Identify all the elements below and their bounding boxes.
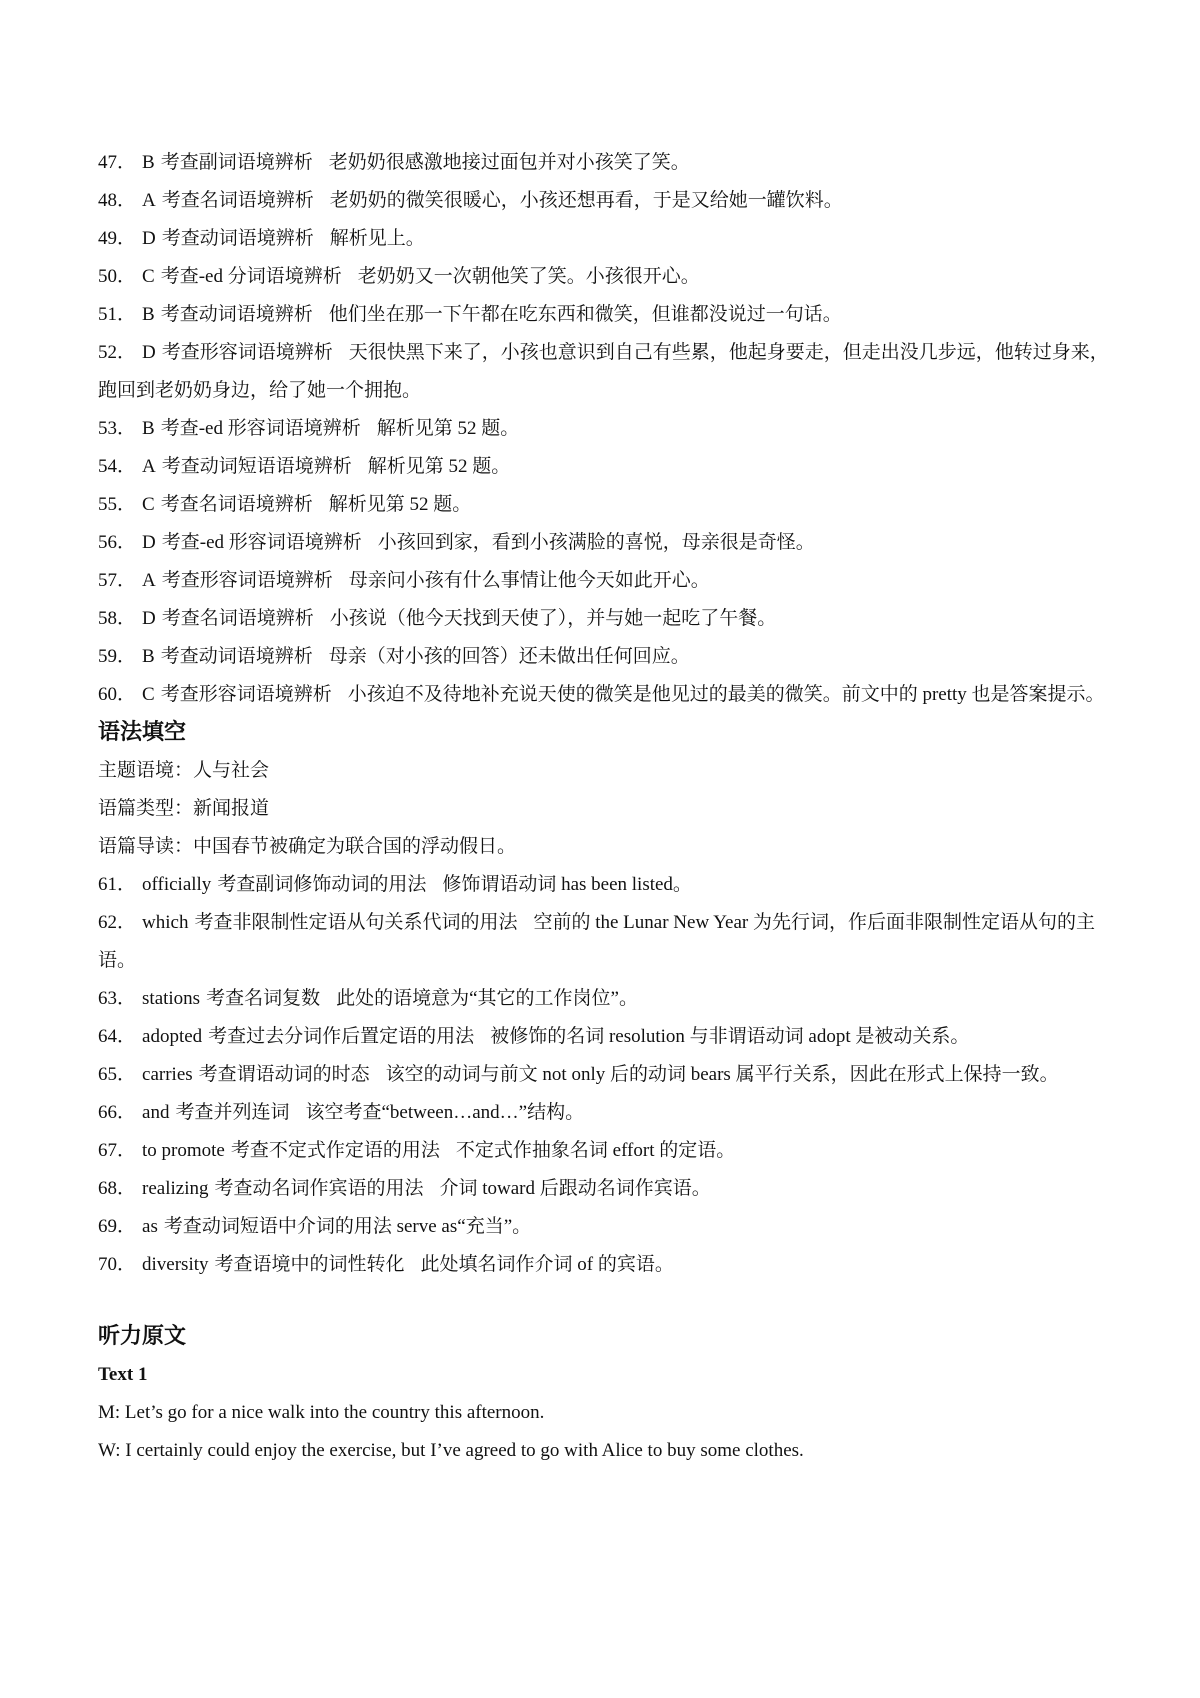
grammar-item-67: 67． to promote 考查不定式作定语的用法 不定式作抽象名词 effort 的定语。 [98,1140,736,1161]
section-heading-listening: 听力原文 [98,1324,187,1349]
answer-item-60: 60． C 考查形容词语境辨析 小孩迫不及待地补充说天使的微笑是他见过的最美的微笑。前文中的 pretty 也是答案提示。 [98,684,1105,705]
grammar-item-69: 69． as 考查动词短语中介词的用法 serve as“充当”。 [98,1216,532,1237]
grammar-list [98,866,1110,1284]
answer-item-59: 59． B 考查动词语境辨析 母亲（对小孩的回答）还未做出任何回应。 [98,646,690,667]
answer-item-51: 51． B 考查动词语境辨析 他们坐在那一下午都在吃东西和微笑，但谁都没说过一句话。 [98,304,842,325]
answer-item-47: 47． B 考查副词语境辨析 老奶奶很感激地接过面包并对小孩笑了笑。 [98,152,690,173]
listening-text-title: Text 1 [98,1364,148,1385]
answer-item-58: 58． D 考查名词语境辨析 小孩说（他今天找到天使了），并与她一起吃了午餐。 [98,608,777,629]
answer-item-55: 55． C 考查名词语境辨析 解析见第 52 题。 [98,494,472,515]
listening-line: W: I certainly could enjoy the exercise, but I’ve agreed to go with Alice to buy some clothes. [98,1440,804,1461]
section-heading-grammar: 语法填空 [98,720,187,745]
grammar-guide: 语篇导读：中国春节被确定为联合国的浮动假日。 [98,836,517,857]
document-page [98,144,1110,1470]
grammar-item-68: 68． realizing 考查动名词作宾语的用法 介词 toward 后跟动名词作宾语。 [98,1178,711,1199]
answer-item-53: 53． B 考查-ed 形容词语境辨析 解析见第 52 题。 [98,418,520,439]
answer-item-54: 54． A 考查动词短语语境辨析 解析见第 52 题。 [98,456,511,477]
grammar-item-70: 70． diversity 考查语境中的词性转化 此处填名词作介词 of 的宾语。 [98,1254,674,1275]
answer-item-48: 48． A 考查名词语境辨析 老奶奶的微笑很暖心，小孩还想再看，于是又给她一罐饮料。 [98,190,843,211]
answer-item-52: 52． D 考查形容词语境辨析 天很快黑下来了，小孩也意识到自己有些累，他起身要走，但走出没几步远，他转过身来，跑回到老奶奶身边，给了她一个拥抱。 [98,342,1109,401]
grammar-item-61: 61． officially 考查副词修饰动词的用法 修饰谓语动词 has been listed。 [98,874,692,895]
grammar-item-64: 64． adopted 考查过去分词作后置定语的用法 被修饰的名词 resolution 与非谓语动词 adopt 是被动关系。 [98,1026,970,1047]
answer-item-49: 49． D 考查动词语境辨析 解析见上。 [98,228,425,249]
grammar-item-66: 66． and 考查并列连词 该空考查“between…and…”结构。 [98,1102,585,1123]
answer-list [98,144,1110,714]
grammar-item-63: 63． stations 考查名词复数 此处的语境意为“其它的工作岗位”。 [98,988,638,1009]
grammar-theme: 主题语境：人与社会 [98,760,270,781]
answer-item-56: 56． D 考查-ed 形容词语境辨析 小孩回到家，看到小孩满脸的喜悦，母亲很是奇怪。 [98,532,815,553]
answer-item-57: 57． A 考查形容词语境辨析 母亲问小孩有什么事情让他今天如此开心。 [98,570,710,591]
listening-line: M: Let’s go for a nice walk into the country this afternoon. [98,1402,545,1423]
grammar-type: 语篇类型：新闻报道 [98,798,270,819]
grammar-item-65: 65． carries 考查谓语动词的时态 该空的动词与前文 not only 后的动词 bears 属平行关系，因此在形式上保持一致。 [98,1064,1059,1085]
grammar-item-62: 62． which 考查非限制性定语从句关系代词的用法 空前的 the Lunar New Year 为先行词，作后面非限制性定语从句的主语。 [98,912,1095,971]
answer-item-50: 50． C 考查-ed 分词语境辨析 老奶奶又一次朝他笑了笑。小孩很开心。 [98,266,700,287]
